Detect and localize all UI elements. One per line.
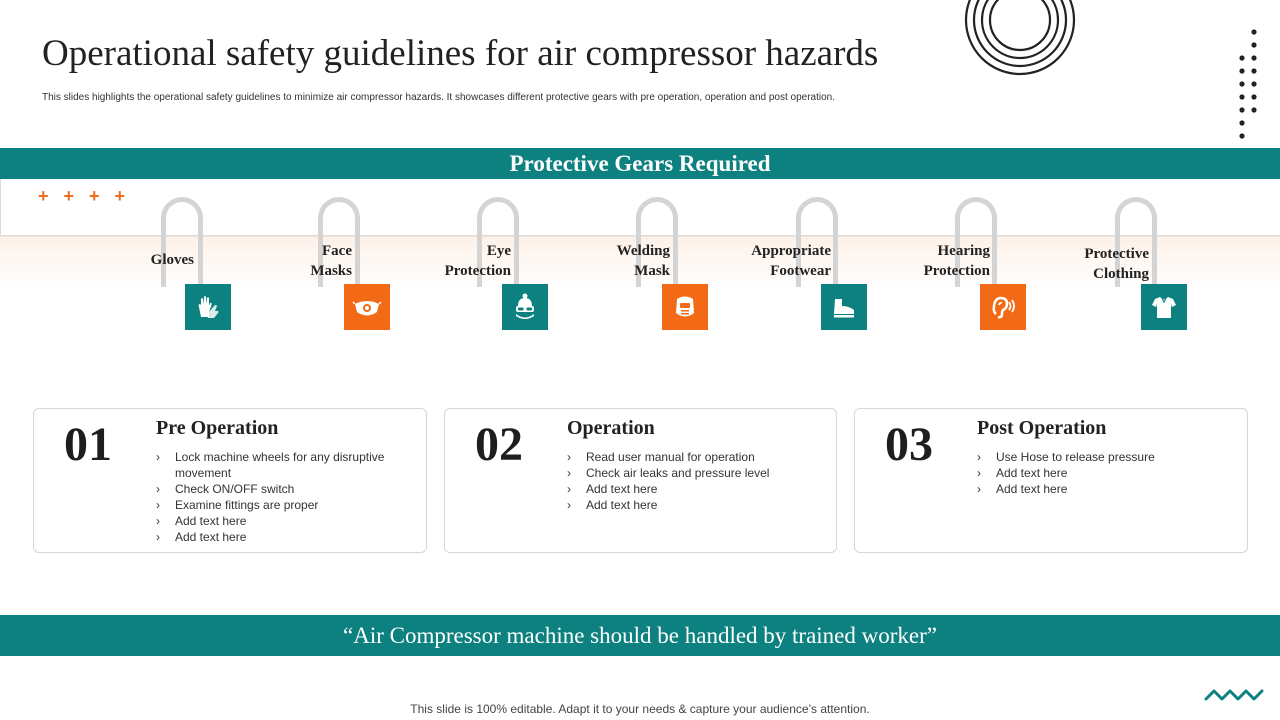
clothing-tile: [1141, 284, 1187, 330]
gloves-icon: [194, 293, 222, 321]
list-item: › Add text here: [977, 465, 1227, 481]
welding-mask-icon: [671, 293, 699, 321]
gloves-tile: [185, 284, 231, 330]
list-item: › Check air leaks and pressure level: [567, 465, 817, 481]
list-item: › Add text here: [567, 497, 817, 513]
list-item: › Add text here: [977, 481, 1227, 497]
stage-title: Post Operation: [977, 417, 1107, 439]
plus-decoration: + + + +: [38, 186, 131, 206]
hearing-protection-icon: [988, 292, 1018, 322]
hanger-hook: [161, 197, 203, 287]
list-item: › Check ON/OFF switch: [156, 481, 406, 497]
list-item: › Add text here: [156, 513, 406, 529]
gear-label-footwear: Appropriate Footwear: [751, 243, 831, 279]
hearing-protection-tile: [980, 284, 1026, 330]
stage-number: 01: [64, 418, 112, 471]
stage-title: Operation: [567, 417, 655, 439]
concentric-circles-decoration: [960, 0, 1080, 80]
face-mask-tile: [344, 284, 390, 330]
page-title: Operational safety guidelines for air compressor hazards: [42, 33, 879, 74]
welding-mask-tile: [662, 284, 708, 330]
gear-label-welding-mask: Welding Mask: [616, 243, 670, 279]
stage-list: [977, 449, 1227, 497]
zigzag-decoration: [1204, 687, 1264, 703]
list-item: › Read user manual for operation: [567, 449, 817, 465]
stage-number: 02: [475, 418, 523, 471]
stage-list: [156, 449, 406, 545]
list-item: › Examine fittings are proper: [156, 497, 406, 513]
gear-label-face-masks: Face Masks: [310, 243, 352, 279]
protective-gears-heading: Protective Gears Required: [0, 148, 1280, 179]
gear-label-clothing: Protective Clothing: [1084, 246, 1149, 282]
stage-card-operation: [444, 408, 837, 553]
stage-card-pre-operation: [33, 408, 427, 553]
stage-card-post-operation: [854, 408, 1248, 553]
gear-label-gloves: Gloves: [150, 252, 194, 268]
face-mask-icon: [352, 292, 382, 322]
stage-title: Pre Operation: [156, 417, 279, 439]
clothing-icon: [1150, 293, 1178, 321]
list-item: › Add text here: [567, 481, 817, 497]
footwear-tile: [821, 284, 867, 330]
stage-number: 03: [885, 418, 933, 471]
list-item: › Lock machine wheels for any disruptive movement: [156, 449, 406, 481]
list-item: › Add text here: [156, 529, 406, 545]
footer-note: This slide is 100% editable. Adapt it to your needs & capture your audience’s attention.: [410, 702, 870, 716]
quote-banner: “Air Compressor machine should be handled by trained worker”: [0, 615, 1280, 656]
footwear-icon: [829, 292, 859, 322]
list-item: › Use Hose to release pressure: [977, 449, 1227, 465]
eye-protection-icon: [510, 292, 540, 322]
gear-label-hearing-protection: Hearing Protection: [923, 243, 990, 279]
stage-list: [567, 449, 817, 513]
page-subtitle: This slides highlights the operational safety guidelines to minimize air compressor hazards. It showcases different protective gears with pre operation, operation and post operation.: [42, 92, 836, 103]
dot-pattern-decoration: [1236, 28, 1258, 143]
eye-protection-tile: [502, 284, 548, 330]
gear-label-eye-protection: Eye Protection: [444, 243, 511, 279]
